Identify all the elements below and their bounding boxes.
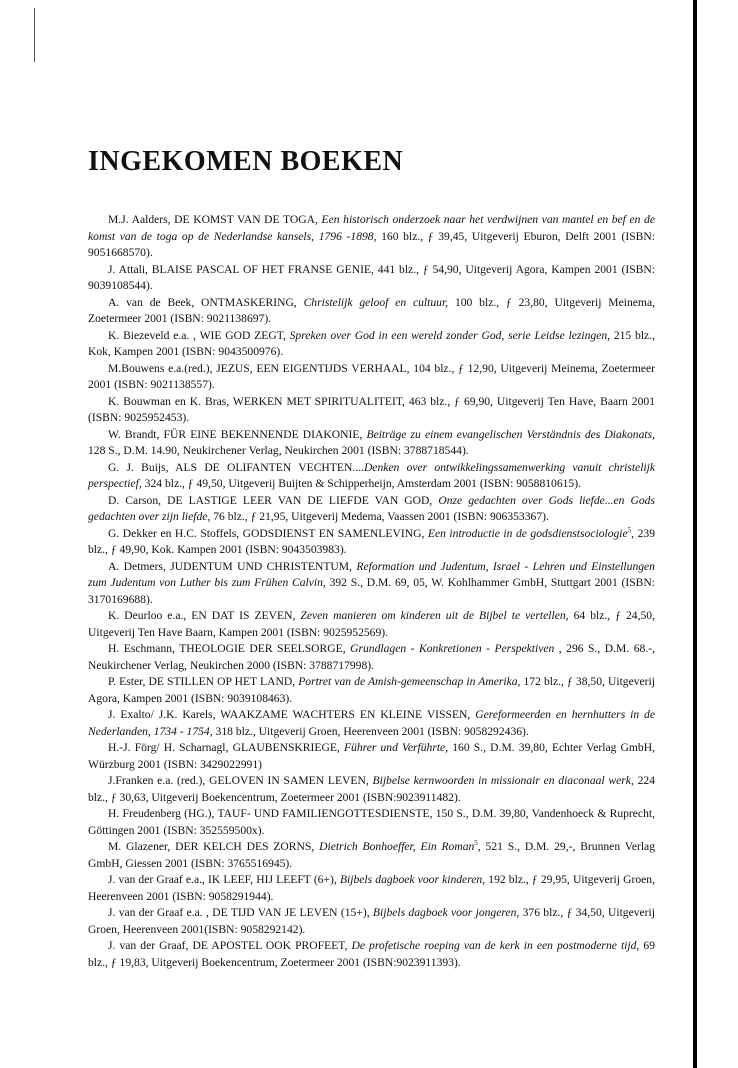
book-entry [88, 905, 655, 938]
book-entry [88, 427, 655, 460]
footnote-marker: 5 [627, 525, 632, 534]
entry-subtitle: Führer und Verführte, [343, 741, 449, 754]
book-entry [88, 493, 655, 526]
book-entry [88, 872, 655, 905]
entry-lead: J.Franken e.a. (red.), GELOVEN IN SAMEN LEVEN, [108, 774, 373, 787]
book-entry [88, 460, 655, 493]
entry-subtitle: Beiträge zu einem evangelischen Verständnis des Diakonats, [366, 427, 655, 441]
entry-details: , 296 S., D.M. 68.-, Neukirchener Verlag, Neukirchen 2000 (ISBN: 3788717998). [88, 642, 655, 672]
entry-details: 215 blz., Kok, Kampen 2001 (ISBN: 9043500976). [88, 328, 655, 358]
entry-subtitle: Zeven manieren om kinderen uit de Bijbel te vertellen, [300, 609, 569, 622]
entry-lead: H. Eschmann, THEOLOGIE DER SEELSORGE, [108, 642, 351, 655]
entry-subtitle: Bijbelse kernwoorden in missionair en diaconaal werk, [372, 774, 634, 787]
book-entry [88, 740, 655, 773]
book-list [88, 212, 655, 971]
entry-lead: A. van de Beek, ONTMASKERING, [108, 295, 304, 309]
entry-details: 172 blz., ƒ 38,50, Uitgeverij Agora, Kampen 2001 (ISBN: 9039108463). [88, 675, 655, 705]
entry-details: 318 blz., Uitgeverij Groen, Heerenveen 2001 (ISBN: 9058292436). [212, 724, 529, 738]
entry-lead: M.J. Aalders, DE KOMST VAN DE TOGA, [108, 213, 322, 226]
book-entry [88, 295, 655, 328]
entry-details: 324 blz., ƒ 49,50, Uitgeverij Buijten & Schipperheijn, Amsterdam 2001 (ISBN: 9058810615). [141, 477, 581, 490]
entry-details: 128 S., D.M. 14.90, Neukirchener Verlag, Neukirchen 2001 (ISBN: 3788718544). [88, 444, 469, 457]
entry-subtitle: Spreken over God in een wereld zonder God, serie Leidse lezingen, [289, 328, 611, 342]
entry-lead: J. van der Graaf e.a., IK LEEF, HIJ LEEFT (6+), [108, 873, 340, 886]
book-entry [88, 806, 655, 839]
entry-lead: J. Attali, BLAISE PASCAL OF HET FRANSE GENIE, 441 blz., ƒ 54,90, Uitgeverij Agora, Kampen 2001 (ISBN: 9039108544). [88, 262, 655, 292]
entry-details: 376 blz., ƒ 34,50, Uitgeverij Groen, Heerenveen 2001(ISBN: 9058292142). [88, 906, 655, 936]
entry-lead: G. Dekker en H.C. Stoffels, GODSDIENST EN SAMENLEVING, [108, 526, 428, 540]
book-entry [88, 212, 655, 262]
entry-lead: J. van der Graaf, DE APOSTEL OOK PROFEET, [108, 939, 352, 952]
entry-details: 192 blz., ƒ 29,95, Uitgeverij Groen, Heerenveen 2001 (ISBN: 9058291944). [88, 873, 655, 903]
book-entry [88, 559, 655, 609]
entry-details: , 521 S., D.M. 29,-, Brunnen Verlag GmbH, Giessen 2001 (ISBN: 3765516945). [88, 840, 656, 870]
footnote-marker: 5 [474, 839, 478, 848]
book-entry [88, 608, 655, 641]
book-entry [88, 526, 655, 559]
book-entry [88, 839, 655, 872]
entry-details: 224 blz., ƒ 30,63, Uitgeverij Boekencentrum, Zoetermeer 2001 (ISBN:9023911482). [88, 774, 655, 804]
entry-lead: K. Bouwman en K. Bras, WERKEN MET SPIRITUALITEIT, 463 blz., ƒ 69,90, Uitgeverij Ten Have, Baarn 2001 (ISBN: 9025952453). [88, 394, 655, 424]
entry-subtitle: Gereformeerden en hernhutters in de Nederlanden, 1734 - 1754, [88, 708, 655, 738]
entry-subtitle: Bijbels dagboek voor jongeren, [372, 906, 520, 919]
entry-subtitle: Christelijk geloof en cultuur, [303, 295, 449, 309]
entry-lead: A. Detmers, JUDENTUM UND CHRISTENTUM, [108, 559, 357, 573]
entry-details: 69 blz., ƒ 19,83, Uitgeverij Boekencentrum, Zoetermeer 2001 (ISBN:9023911393). [88, 939, 655, 969]
page-edge-right [693, 0, 697, 1068]
entry-lead: H.-J. Förg/ H. Scharnagl, GLAUBENSKRIEGE, [108, 741, 344, 754]
entry-subtitle: Portret van de Amish-gemeenschap in Amerika, [298, 675, 521, 688]
entry-subtitle: Reformation und Judentum, Israel - Lehren und Einstellungen zum Judentum von Luther bis zum Frühen Calvin, [88, 559, 655, 589]
entry-details: 76 blz., ƒ 21,95, Uitgeverij Medema, Vaassen 2001 (ISBN: 906353367). [210, 510, 549, 523]
entry-lead: M. Glazener, DER KELCH DES ZORNS, [108, 840, 320, 853]
entry-subtitle: Dietrich Bonhoeffer, Ein Roman [319, 840, 475, 853]
entry-details: 64 blz., ƒ 24,50, Uitgeverij Ten Have Baarn, Kampen 2001 (ISBN: 9025952569). [88, 609, 655, 639]
page-title: INGEKOMEN BOEKEN [88, 146, 404, 177]
entry-subtitle: Bijbels dagboek voor kinderen, [339, 873, 486, 886]
book-entry [88, 773, 655, 806]
book-entry [88, 361, 655, 394]
entry-lead: J. van der Graaf e.a. , DE TIJD VAN JE LEVEN (15+), [108, 906, 373, 919]
book-entry [88, 707, 655, 740]
entry-subtitle: Een historisch onderzoek naar het verdwijnen van mantel en bef en de komst van de toga op de Nederlandse kansels, 1796 -1898, [88, 213, 655, 243]
entry-details: 160 blz., ƒ 39,45, Uitgeverij Eburon, Delft 2001 (ISBN: 9051668570). [88, 229, 655, 259]
entry-subtitle: De profetische roeping van de kerk in een postmoderne tijd, [351, 939, 640, 952]
entry-lead: P. Ester, DE STILLEN OP HET LAND, [108, 675, 299, 688]
entry-details: 392 S., D.M. 69, 05, W. Kohlhammer GmbH, Stuttgart 2001 (ISBN: 3170169688). [88, 576, 656, 606]
book-entry [88, 674, 655, 707]
entry-lead: M.Bouwens e.a.(red.), JEZUS, EEN EIGENTIJDS VERHAAL, 104 blz., ƒ 12,90, Uitgeverij Meinema, Zoetermeer 2001 (ISBN: 9021138557). [88, 361, 655, 391]
entry-lead: W. Brandt, FÜR EINE BEKENNENDE DIAKONIE, [108, 427, 367, 441]
entry-lead: D. Carson, DE LASTIGE LEER VAN DE LIEFDE VAN GOD, [108, 493, 439, 507]
entry-subtitle: Een introductie in de godsdienstsociologie [427, 526, 628, 540]
book-entry [88, 394, 655, 427]
entry-details: , 239 blz., ƒ 49,90, Kok. Kampen 2001 (ISBN: 9043503983). [88, 526, 655, 556]
entry-lead: G. J. Buijs, ALS DE OLIFANTEN VECHTEN.... [108, 460, 364, 474]
book-entry [88, 938, 655, 971]
entry-subtitle: Onze gedachten over Gods liefde...en Gods gedachten over zijn liefde, [88, 493, 655, 523]
entry-lead: H. Freudenberg (HG.), TAUF- UND FAMILIENGOTTESDIENSTE, 150 S., D.M. 39,80, Vandenhoeck & Ruprecht, Göttingen 2001 (ISBN: 352559500x). [88, 807, 655, 837]
entry-lead: K. Biezeveld e.a. , WIE GOD ZEGT, [108, 328, 290, 342]
page-edge-left [34, 8, 35, 62]
entry-subtitle: Grundlagen - Konkretionen - Perspektiven [350, 642, 555, 655]
entry-lead: J. Exalto/ J.K. Karels, WAAKZAME WACHTERS EN KLEINE VISSEN, [108, 708, 476, 721]
entry-details: 100 blz., ƒ 23,80, Uitgeverij Meinema, Zoetermeer 2001 (ISBN: 9021138697). [88, 295, 655, 325]
entry-lead: K. Deurloo e.a., EN DAT IS ZEVEN, [108, 609, 301, 622]
book-entry [88, 328, 655, 361]
entry-subtitle: Denken over ontwikkelingssamenwerking vanuit christelijk perspectief, [88, 460, 656, 490]
book-entry [88, 641, 655, 674]
entry-details: 160 S., D.M. 39,80, Echter Verlag GmbH, Würzburg 2001 (ISBN: 3429022991) [88, 741, 655, 771]
book-entry [88, 262, 655, 295]
